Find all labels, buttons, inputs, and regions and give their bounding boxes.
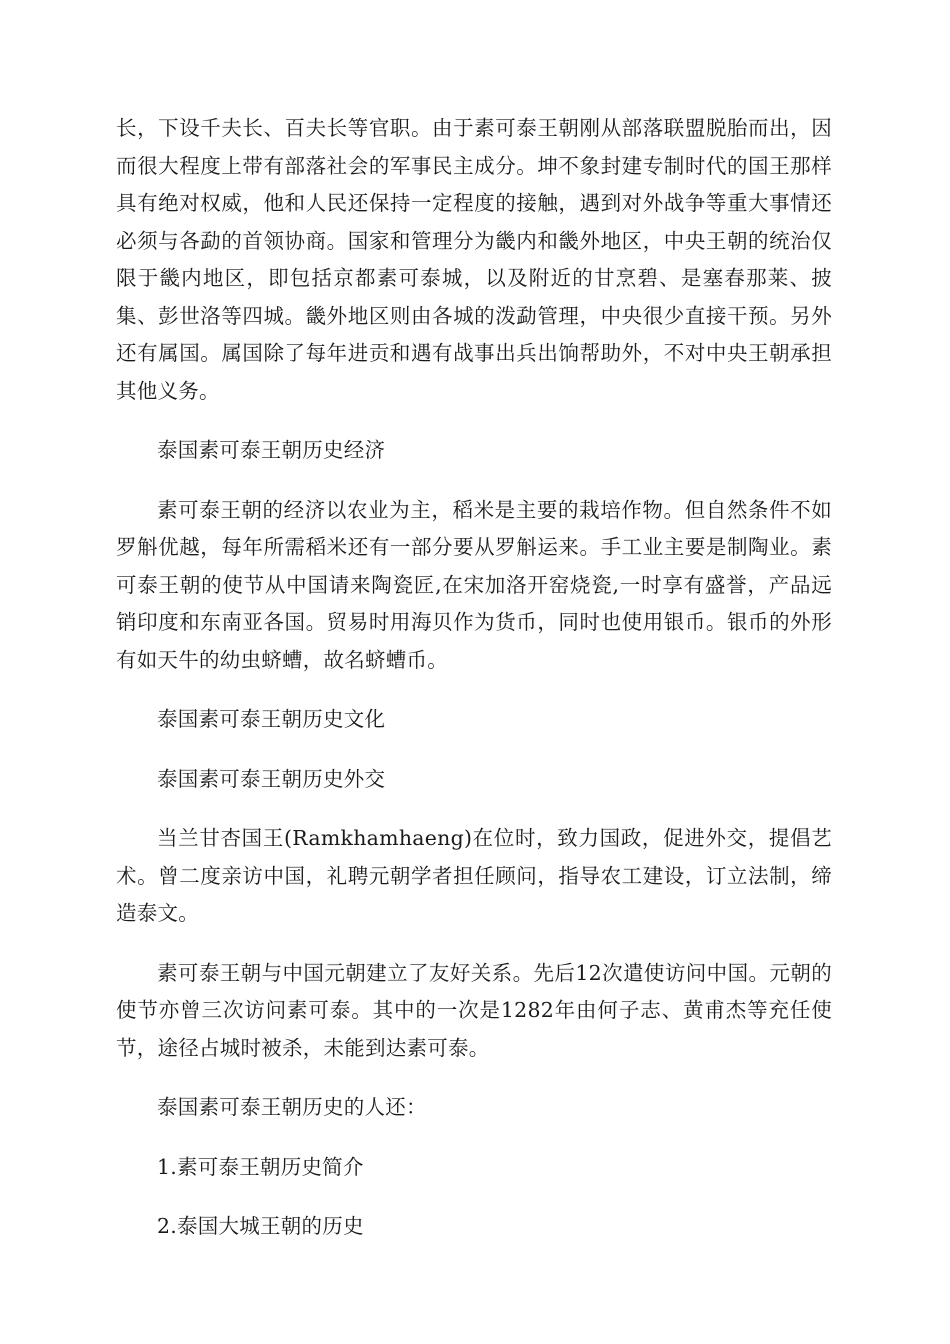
heading-culture: 泰国素可泰王朝历史文化	[157, 707, 386, 731]
paragraph-economy: 素可泰王朝的经济以农业为主，稻米是主要的栽培作物。但自然条件不如罗斛优越，每年所需稻米还有一部分要从罗斛运来。手工业主要是制陶业。素可泰王朝的使节从中国请来陶瓷匠,在宋加洛开窑烧瓷,一时享有盛誉，产品远销印度和东南亚各国。贸易时用海贝作为货币，同时也使用银币。银币的外形有如天牛的幼虫蛴螬，故名蛴螬币。	[116, 497, 832, 672]
paragraph-yuan-relations: 素可泰王朝与中国元朝建立了友好关系。先后12次遣使访问中国。元朝的使节亦曾三次访问素可泰。其中的一次是1282年由何子志、黄甫杰等充任使节，途径占城时被杀，未能到达素可泰。	[116, 960, 832, 1060]
document-page	[116, 110, 832, 1246]
paragraph-political-structure: 长，下设千夫长、百夫长等官职。由于素可泰王朝刚从部落联盟脱胎而出，因而很大程度上带有部落社会的军事民主成分。坤不象封建专制时代的国王那样具有绝对权威，他和人民还保持一定程度的接触，遇到对外战争等重大事情还必须与各勐的首领协商。国家和管理分为畿内和畿外地区，中央王朝的统治仅限于畿内地区，即包括京都素可泰城，以及附近的甘烹碧、是塞春那莱、披集、彭世洛等四城。畿外地区则由各城的泼勐管理，中央很少直接干预。另外还有属国。属国除了每年进贡和遇有战事出兵出饷帮助外，不对中央王朝承担其他义务。	[116, 116, 832, 403]
heading-diplomacy: 泰国素可泰王朝历史外交	[157, 766, 386, 791]
paragraph-ramkhamhaeng: 当兰甘杏国王(Ramkhamhaeng)在位时，致力国政，促进外交，提倡艺术。曾二度亲访中国，礼聘元朝学者担任顾问，指导农工建设，订立法制，缔造泰文。	[116, 826, 832, 925]
related-item-2[interactable]: 2.泰国大城王朝的历史	[157, 1214, 364, 1238]
related-heading: 泰国素可泰王朝历史的人还：	[157, 1095, 427, 1119]
heading-economy: 泰国素可泰王朝历史经济	[157, 438, 386, 462]
related-item-1[interactable]: 1.素可泰王朝历史简介	[157, 1154, 364, 1179]
